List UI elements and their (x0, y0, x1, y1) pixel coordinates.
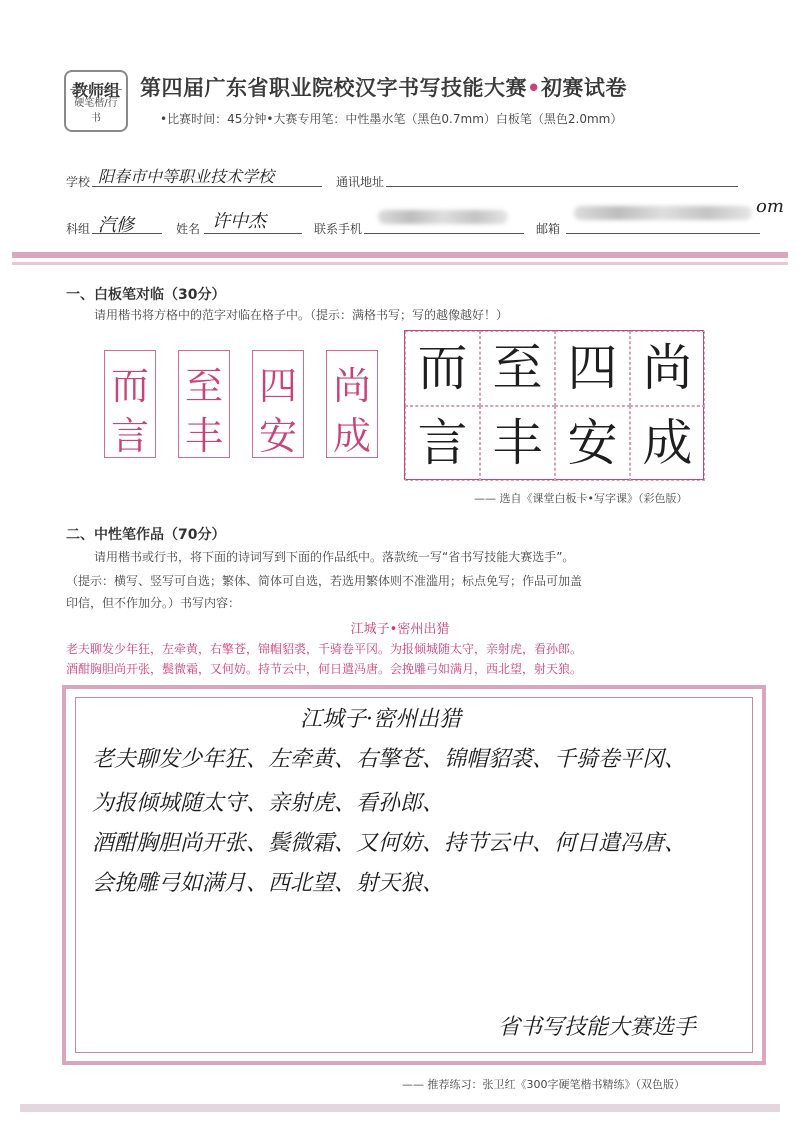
school-value[interactable]: 阳春市中等职业技术学校 (98, 167, 275, 186)
badge-subtitle: 硬笔楷/行书 (70, 89, 122, 124)
section2-heading: 二、中性笔作品（70分） (66, 527, 226, 543)
poem-line-2: 酒酣胸胆尚开张，鬓微霜，又何妨。持节云中，何日遣冯唐。会挽雕弓如满月，西北望，射天狼。 (66, 662, 583, 676)
work-line-1: 老夫聊发少年狂、左牵黄、右擎苍、锦帽貂裘、千骑卷平冈、 (92, 747, 687, 772)
writing-grid[interactable] (404, 330, 704, 480)
sample-grid-1 (104, 350, 156, 458)
sample-char: 丰 (184, 414, 223, 458)
poem-line-1: 老夫聊发少年狂，左牵黄，右擎苍，锦帽貂裘，千骑卷平冈。为报倾城随太守，亲射虎，看孙郎。 (66, 642, 583, 656)
section2-instruction-1: 请用楷书或行书，将下面的诗词写到下面的作品纸中。落款统一写“省书写技能大赛选手”。 (94, 550, 575, 564)
name-underline (204, 233, 302, 234)
name-value[interactable]: 许中杰 (212, 211, 266, 232)
name-label: 姓名 (176, 222, 201, 236)
subject-label: 科组 (66, 222, 91, 236)
written-char: 丰 (480, 406, 555, 481)
sample-char: 至 (184, 364, 223, 408)
email-label: 邮箱 (536, 222, 561, 236)
sample-char: 而 (110, 364, 149, 408)
subject-value[interactable]: 汽修 (98, 215, 134, 236)
group-badge (64, 70, 128, 132)
written-char: 四 (555, 331, 630, 406)
section1-source: —— 选自《课堂白板卡•写字课》（彩色版） (474, 492, 688, 505)
phone-underline (364, 233, 524, 234)
title-tail: 初赛试卷 (540, 76, 627, 100)
section2-instruction-3: 印信，但不作加分。）书写内容： (66, 596, 241, 610)
divider-band-thin (12, 262, 788, 265)
sample-char: 安 (258, 414, 297, 458)
email-tail: om (756, 196, 784, 217)
written-char: 成 (630, 406, 705, 481)
email-underline (566, 233, 760, 234)
sample-char: 四 (258, 364, 297, 408)
section1-instruction: 请用楷书将方格中的范字对临在格子中。（提示：满格书写；写的越像越好！） (94, 308, 509, 322)
page-title (140, 72, 627, 102)
school-label: 学校 (66, 175, 91, 189)
work-signature: 省书写技能大赛选手 (498, 1015, 697, 1040)
work-line-4: 会挽雕弓如满月、西北望、射天狼、 (92, 871, 445, 896)
sample-grid-3 (252, 350, 304, 458)
written-char: 至 (480, 331, 555, 406)
phone-label: 联系手机 (314, 222, 363, 236)
title-dot: • (527, 76, 541, 100)
written-char: 言 (405, 406, 480, 481)
sample-char: 成 (332, 414, 371, 458)
poem-title: 江城子•密州出猎 (350, 622, 450, 637)
email-redacted (574, 206, 752, 220)
section2-instruction-2: （提示：横写、竖写可自选；繁体、简体可自选，若选用繁体则不准滥用；标点免写；作品可加盖 (66, 574, 583, 588)
sample-char: 言 (110, 414, 149, 458)
written-char: 尚 (630, 331, 705, 406)
recommend-note: —— 推荐练习：张卫红《300字硬笔楷书精练》（双色版） (402, 1078, 685, 1091)
bottom-band (20, 1104, 780, 1112)
badge-title: 教师组 (71, 81, 120, 100)
written-char: 而 (405, 331, 480, 406)
work-line-3: 酒酣胸胆尚开张、鬓微霜、又何妨、持节云中、何日遣冯唐、 (92, 831, 687, 856)
work-line-2: 为报倾城随太守、亲射虎、看孙郎、 (92, 791, 445, 816)
phone-redacted (378, 210, 508, 224)
title-main: 第四届广东省职业院校汉字书写技能大赛 (140, 76, 527, 100)
sample-grid-2 (178, 350, 230, 458)
written-char: 安 (555, 406, 630, 481)
work-title: 江城子·密州出猎 (300, 707, 461, 732)
exam-info: •比赛时间：45分钟•大赛专用笔：中性墨水笔（黑色0.7mm）白板笔（黑色2.0mm） (160, 112, 623, 126)
sample-grid-4 (326, 350, 378, 458)
divider-band (12, 252, 788, 258)
sample-char: 尚 (332, 364, 371, 408)
section1-heading: 一、白板笔对临（30分） (66, 287, 226, 303)
address-underline[interactable] (386, 186, 738, 187)
address-label: 通讯地址 (336, 175, 385, 189)
